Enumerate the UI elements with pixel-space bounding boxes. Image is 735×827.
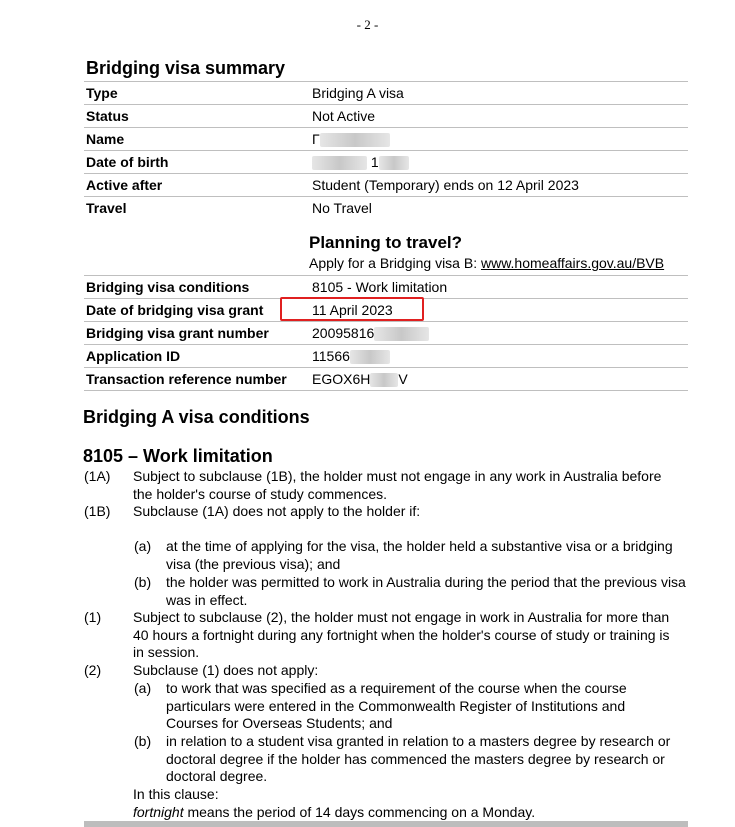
clause-label-1a: (1A) <box>84 468 111 484</box>
row-value-dob <box>310 151 688 174</box>
table-row <box>84 128 688 151</box>
redacted-transaction-ref <box>370 373 398 387</box>
table-row <box>84 151 688 174</box>
table-row <box>84 82 688 105</box>
clause-text-2-b: in relation to a student visa granted in relation to a masters degree by research or doctoral degree if the holder has commenced the masters degree by research or doctoral degree. <box>166 733 671 784</box>
highlight-box <box>280 297 424 321</box>
grant-number-partial: 20095816 <box>312 324 375 341</box>
row-label-conditions: Bridging visa conditions <box>84 276 310 299</box>
condition-8105-heading: 8105 – Work limitation <box>83 446 273 466</box>
transaction-ref-partial: EGOX6H <box>312 370 371 387</box>
row-label-name: Name <box>84 128 310 151</box>
conditions-heading: Bridging A visa conditions <box>83 407 310 427</box>
row-value-active-after: Student (Temporary) ends on 12 April 2023 <box>310 174 688 197</box>
clause-text-1b-b: the holder was permitted to work in Australia during the period that the previous visa was in effect. <box>166 574 686 608</box>
clause-label-1: (1) <box>84 609 102 625</box>
in-this-clause: In this clause: <box>133 786 219 802</box>
row-value-grant-number <box>310 322 688 345</box>
transaction-ref-end: V <box>398 370 408 387</box>
table-row <box>84 105 688 128</box>
clause-text-2: Subclause (1) does not apply: <box>133 662 319 678</box>
row-value-transaction-ref <box>310 368 688 391</box>
clause-text-1: Subject to subclause (2), the holder must not engage in work in Australia for more than 40 hours a fortnight during any fortnight when the holder's course of study or training is in session. <box>133 609 670 660</box>
clause-label-2-b: (b) <box>134 733 152 749</box>
redacted-grant-number <box>374 327 429 341</box>
clause-text-2-a: to work that was specified as a requirement of the course when the course particulars were entered in the Commonwealth Register of Institutions and Courses for Overseas Students; and <box>166 680 627 731</box>
row-label-dob: Date of birth <box>84 151 310 174</box>
details-table <box>84 275 688 391</box>
row-value-conditions: 8105 - Work limitation <box>310 276 688 299</box>
row-label-type: Type <box>84 82 310 105</box>
application-id-partial: 11566 <box>312 347 350 364</box>
planning-heading: Planning to travel? <box>309 233 463 252</box>
redacted-dob-day <box>312 156 367 170</box>
row-value-status: Not Active <box>310 105 688 128</box>
table-row <box>84 174 688 197</box>
definition-text: means the period of 14 days commencing on a Monday. <box>183 804 536 820</box>
clause-text-1a: Subject to subclause (1B), the holder must not engage in any work in Australia before the holder's course of study commences. <box>133 468 662 502</box>
row-label-transaction-ref: Transaction reference number <box>84 368 310 391</box>
summary-heading: Bridging visa summary <box>86 58 286 78</box>
redacted-name <box>320 133 390 147</box>
row-value-name <box>310 128 688 151</box>
dob-partial: 1 <box>370 153 379 170</box>
row-label-travel: Travel <box>84 197 310 220</box>
row-label-grant-number: Bridging visa grant number <box>84 322 310 345</box>
clause-label-1b-b: (b) <box>134 574 152 590</box>
clause-text-1b: Subclause (1A) does not apply to the holder if: <box>133 503 421 519</box>
table-row <box>84 345 688 368</box>
redacted-dob-year <box>379 156 409 170</box>
table-row <box>84 197 688 220</box>
row-label-grant-date: Date of bridging visa grant <box>84 299 310 322</box>
name-partial: Г <box>312 130 320 147</box>
clause-label-2-a: (a) <box>134 680 152 696</box>
definition-term: fortnight <box>133 804 184 820</box>
bvb-link[interactable]: www.homeaffairs.gov.au/BVB <box>480 255 665 271</box>
row-value-application-id <box>310 345 688 368</box>
page-number: - 2 - <box>356 17 379 32</box>
next-section-bar <box>84 821 688 827</box>
redacted-application-id <box>350 350 390 364</box>
clause-text-1b-a: at the time of applying for the visa, the holder held a substantive visa or a bridging visa (the previous visa); and <box>166 538 673 572</box>
table-row <box>84 322 688 345</box>
row-label-active-after: Active after <box>84 174 310 197</box>
row-label-application-id: Application ID <box>84 345 310 368</box>
summary-table <box>84 81 688 219</box>
clause-label-1b: (1B) <box>84 503 111 519</box>
clause-label-1b-a: (a) <box>134 538 152 554</box>
row-value-grant-date: 11 April 2023 <box>310 299 688 322</box>
clause-label-2: (2) <box>84 662 102 678</box>
table-row <box>84 368 688 391</box>
row-label-status: Status <box>84 105 310 128</box>
row-value-type: Bridging A visa <box>310 82 688 105</box>
planning-text <box>309 255 664 271</box>
definition-fortnight <box>133 804 678 822</box>
row-value-travel: No Travel <box>310 197 688 220</box>
planning-prefix: Apply for a Bridging visa B: <box>309 255 481 271</box>
table-row <box>84 276 688 299</box>
